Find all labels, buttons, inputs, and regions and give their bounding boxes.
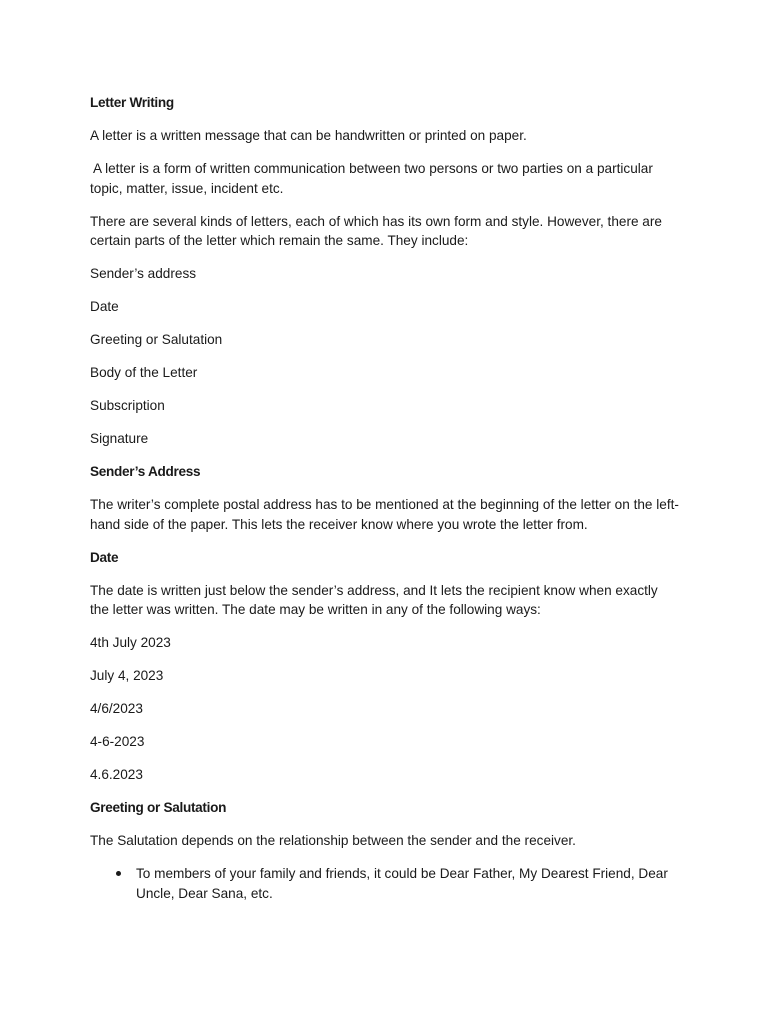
date-paragraph: The date is written just below the sender’s address, and It lets the recipient know when exactly the letter was written. The date may be written in any of the following ways:: [90, 582, 658, 617]
date-example: 4.6.2023: [90, 767, 143, 782]
part-item: Signature: [90, 431, 149, 446]
list-item: [136, 864, 680, 903]
intro-paragraph-2: A letter is a form of written communication between two persons or two parties on a particular topic, matter, issue, incident etc.: [90, 161, 653, 196]
greeting-paragraph: The Salutation depends on the relationship between the sender and the receiver.: [90, 833, 576, 848]
sender-address-heading: Sender’s Address: [90, 464, 201, 479]
date-example: 4/6/2023: [90, 701, 143, 716]
part-item: Body of the Letter: [90, 365, 198, 380]
part-item: Greeting or Salutation: [90, 332, 223, 347]
greeting-heading: Greeting or Salutation: [90, 800, 227, 815]
date-example: 4-6-2023: [90, 734, 145, 749]
part-item: Date: [90, 299, 119, 314]
document-title: Letter Writing: [90, 95, 174, 110]
date-example: 4th July 2023: [90, 635, 171, 650]
part-item: Subscription: [90, 398, 165, 413]
date-heading: Date: [90, 549, 119, 565]
greeting-bullet-list: [90, 864, 680, 903]
document-body: [90, 93, 680, 903]
intro-paragraph-1: A letter is a written message that can be handwritten or printed on paper.: [90, 128, 527, 143]
greeting-bullet-text: To members of your family and friends, it could be Dear Father, My Dearest Friend, Dear Uncle, Dear Sana, etc.: [136, 866, 668, 901]
bullet-icon: [116, 871, 121, 876]
part-item: Sender’s address: [90, 266, 197, 281]
intro-paragraph-3: There are several kinds of letters, each of which has its own form and style. However, there are certain parts of the letter which remain the same. They include:: [90, 213, 662, 248]
date-example: July 4, 2023: [90, 668, 164, 683]
sender-address-paragraph: The writer’s complete postal address has to be mentioned at the beginning of the letter on the left-hand side of the paper. This lets the receiver know where you wrote the letter from.: [90, 497, 679, 532]
